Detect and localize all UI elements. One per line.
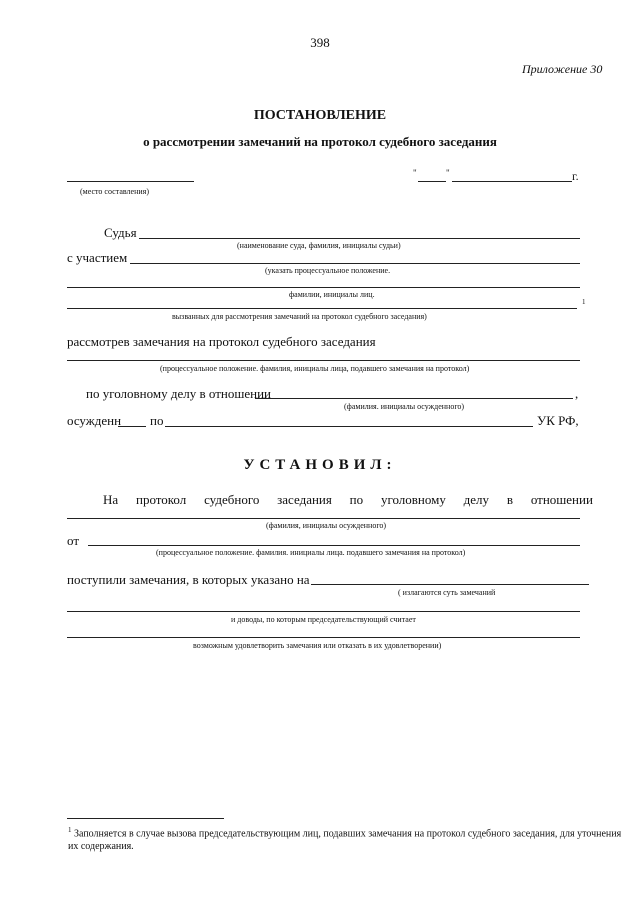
- document-subtitle: о рассмотрении замечаний на протокол судебного заседания: [143, 134, 497, 149]
- convicted-label: осужденн: [67, 413, 122, 428]
- criminal-case-comma: ,: [575, 386, 579, 401]
- footnote-marker-inline: 1: [582, 298, 586, 306]
- date-quote-open: ": [413, 168, 417, 178]
- judge-line: [139, 238, 580, 239]
- decision-caption: возможным удовлетворить замечания или отказать в их удовлетворении): [193, 641, 442, 650]
- names-caption: фамилии, инициалы лиц.: [289, 290, 375, 299]
- participation-caption: (указать процессуальное положение.: [265, 266, 391, 275]
- summoned-caption: вызванных для рассмотрения замечаний на протокол судебного заседания): [172, 312, 427, 321]
- from-line: [88, 545, 580, 546]
- protocol-word: отношении: [530, 492, 593, 507]
- judge-caption: (наименование суда, фамилия, инициалы судьи): [237, 241, 401, 250]
- protocol-word: по: [349, 492, 364, 507]
- footnote-separator: [67, 818, 224, 819]
- established-heading: УСТАНОВИЛ:: [243, 457, 397, 473]
- decision-line: [67, 637, 580, 638]
- names-line: [67, 287, 580, 288]
- protocol-name-line: [67, 518, 580, 519]
- page-number: 398: [310, 35, 330, 50]
- place-caption: (место составления): [80, 187, 149, 196]
- protocol-word: протокол: [135, 492, 187, 507]
- received-caption: ( излагаются суть замечаний: [398, 588, 496, 597]
- convicted-ending-line: [118, 426, 146, 427]
- by-label: по: [150, 413, 164, 428]
- arguments-line: [67, 611, 580, 612]
- protocol-sentence: [103, 492, 593, 508]
- summoned-line: [67, 308, 577, 309]
- from-label: от: [67, 533, 80, 548]
- document-title: ПОСТАНОВЛЕНИЕ: [253, 108, 387, 123]
- considered-caption: (процессуальное положение. фамилия, инициалы лица, подавшего замечания на протокол): [160, 364, 470, 373]
- place-line: [67, 181, 194, 182]
- protocol-word: делу: [463, 492, 490, 507]
- convicted-caption: (фамилия. инициалы осужденного): [344, 402, 465, 411]
- appendix-label: Приложение 30: [522, 62, 603, 76]
- protocol-word: в: [506, 492, 513, 507]
- participation-line: [130, 263, 580, 264]
- article-line: [165, 426, 533, 427]
- date-day-line: [418, 181, 446, 182]
- participation-label: с участием: [67, 250, 128, 265]
- arguments-caption: и доводы, по которым председательствующий считает: [231, 615, 416, 624]
- judge-label: Судья: [104, 225, 137, 240]
- received-line: [311, 584, 589, 585]
- protocol-word: На: [103, 492, 119, 507]
- criminal-case-line: [255, 398, 573, 399]
- protocol-word: заседания: [277, 492, 332, 507]
- from-caption: (процессуальное положение. фамилия. инициалы лица. подавшего замечания на протокол): [156, 548, 466, 557]
- protocol-word: уголовному: [380, 492, 446, 507]
- criminal-case-text: по уголовному делу в отношении: [86, 386, 271, 401]
- footnote: [68, 826, 623, 853]
- date-quote-close: ": [446, 168, 450, 178]
- date-year-suffix: г.: [572, 169, 579, 183]
- date-month-line: [452, 181, 572, 182]
- considered-line: [67, 360, 580, 361]
- code-label: УК РФ,: [537, 413, 579, 428]
- received-text: поступили замечания, в которых указано на: [67, 572, 310, 587]
- footnote-marker: 1: [68, 826, 72, 834]
- considered-text: рассмотрев замечания на протокол судебного заседания: [67, 334, 376, 349]
- footnote-text: Заполняется в случае вызова председательствующим лиц, подавших замечания на протокол судебного заседания, для уточнения их содержания.: [68, 828, 622, 853]
- protocol-word: судебного: [204, 492, 260, 507]
- protocol-caption: (фамилия, инициалы осужденного): [266, 521, 387, 530]
